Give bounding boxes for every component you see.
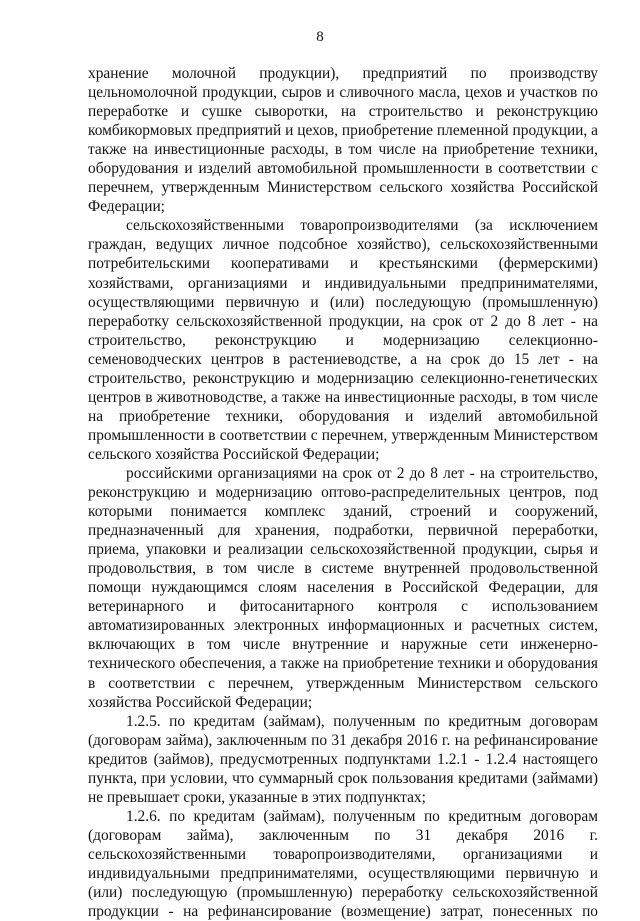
paragraph-agricultural-producers: сельскохозяйственными товаропроизводителями (за исключением граждан, ведущих личное подсобное хозяйство), сельскохозяйственными потребительскими кооперативами и крестьянскими (фермерскими) хозяйствами, организациями и индивидуальными предпринимателями, осуществляющими первичную и (или) последующую (промышленную) переработку сельскохозяйственной продукции, на срок от 2 до 8 лет - на строительство, реконструкцию и модернизацию селекционно-семеноводческих центров в растениеводстве, а на срок до 15 лет - на строительство, реконструкцию и модернизацию селекционно-генетических центров в животноводстве, а также на инвестиционные расходы, в том числе на приобретение техники, оборудования и изделий автомобильной промышленности в соответствии с перечнем, утвержденным Министерством сельского хозяйства Российской Федерации; bbox=[88, 217, 598, 463]
paragraph-item-1-2-6: 1.2.6. по кредитам (займам), полученным по кредитным договорам (договорам займа), заключенным по 31 декабря 2016 г. сельскохозяйственными товаропроизводителями, организациями и индивидуальными предпринимателями, осуществляющими первичную и (или) последующую (промышленную) переработку сельскохозяйственной продукции - на рефинансирование (возмещение) затрат, понесенных по bbox=[88, 807, 598, 921]
document-body bbox=[88, 64, 598, 921]
paragraph-item-1-2-5: 1.2.5. по кредитам (займам), полученным по кредитным договорам (договорам займа), заключенным по 31 декабря 2016 г. на рефинансирование кредитов (займов), предусмотренных подпунктами 1.2.1 - 1.2.4 настоящего пункта, при условии, что суммарный срок пользования кредитами (займами) не превышает сроки, указанные в этих подпунктах; bbox=[88, 712, 598, 806]
paragraph-continuation: хранение молочной продукции), предприятий по производству цельномолочной продукции, сыров и сливочного масла, цехов и участков по переработке и сушке сыворотки, на строительство и реконструкцию комбикормовых предприятий и цехов, приобретение племенной продукции, а также на инвестиционные расходы, в том числе на приобретение техники, оборудования и изделий автомобильной промышленности в соответствии с перечнем, утвержденным Министерством сельского хозяйства Российской Федерации; bbox=[88, 65, 598, 216]
paragraph-russian-organizations: российскими организациями на срок от 2 до 8 лет - на строительство, реконструкцию и модернизацию оптово-распределительных центров, под которыми понимается комплекс зданий, строений и сооружений, предназначенный для хранения, подработки, первичной переработки, приема, упаковки и реализации сельскохозяйственной продукции, сырья и продовольствия, в том числе в системе внутренней продовольственной помощи нуждающимся слоям населения в Российской Федерации, для ветеринарного и фитосанитарного контроля с использованием автоматизированных электронных информационных и расчетных систем, включающих в том числе внутренние и наружные сети инженерно-технического обеспечения, а также на приобретение техники и оборудования в соответствии с перечнем, утвержденным Министерством сельского хозяйства Российской Федерации; bbox=[88, 464, 598, 711]
page-number: 8 bbox=[316, 29, 324, 45]
